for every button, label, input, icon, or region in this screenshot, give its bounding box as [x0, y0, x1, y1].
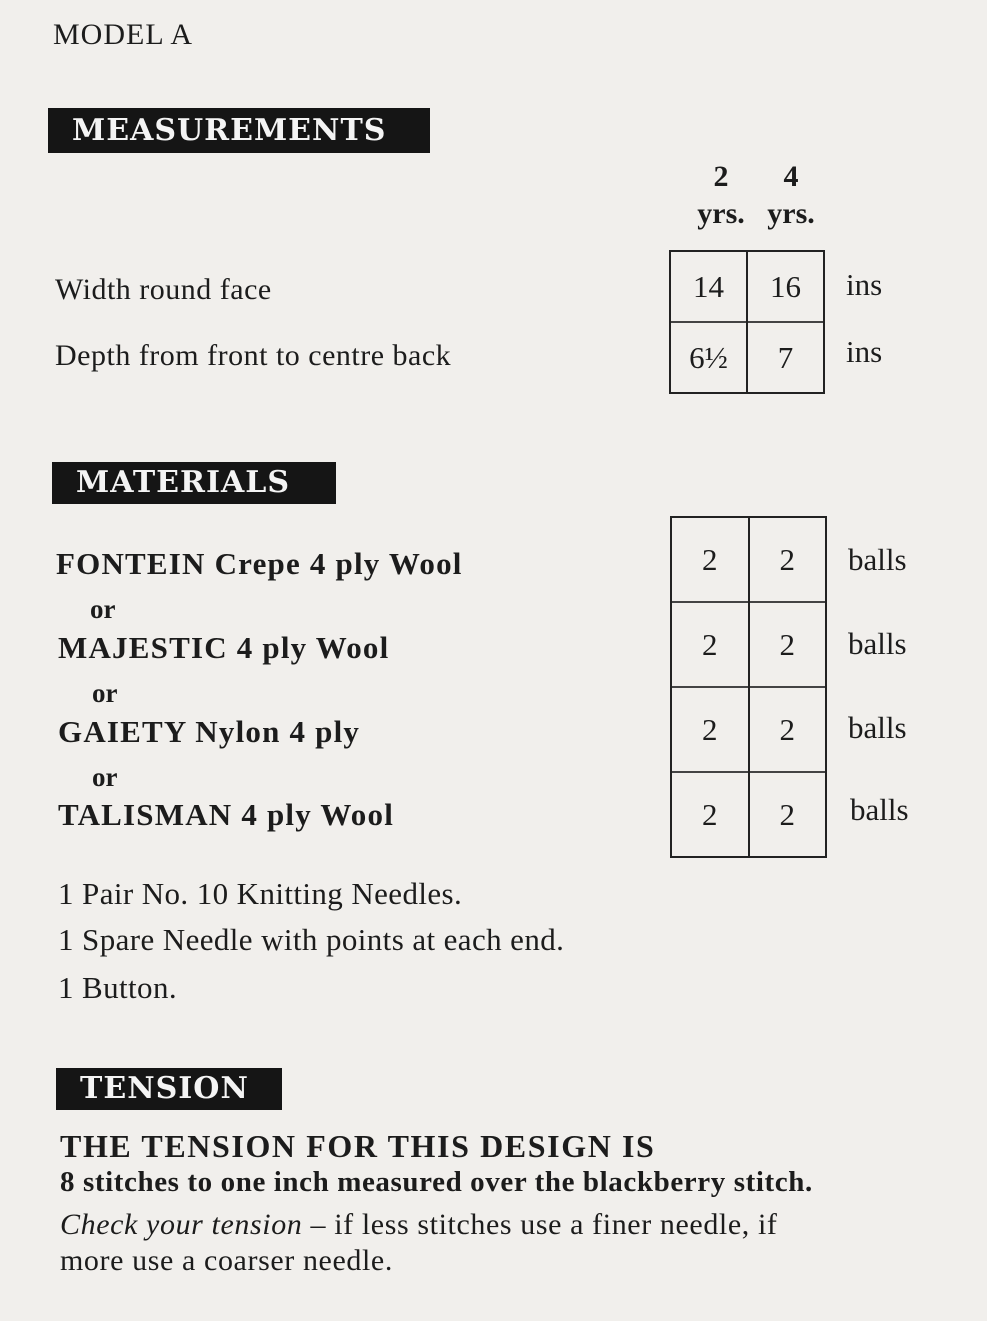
button-item: 1 Button. [58, 970, 178, 1005]
tension-check-line [60, 1208, 778, 1242]
tension-line-1: THE TENSION FOR THIS DESIGN IS [60, 1128, 656, 1164]
depth-unit: ins [846, 334, 883, 369]
majestic-size-2: 2 [671, 602, 749, 687]
tension-check-line-2: more use a coarser needle. [60, 1244, 393, 1277]
size-4-unit: yrs. [767, 197, 815, 230]
size-4-number: 4 [783, 160, 799, 193]
width-size-4: 16 [747, 251, 824, 322]
or-text: or [92, 762, 118, 792]
or-text: or [92, 678, 118, 708]
depth-label: Depth from front to centre back [55, 339, 452, 372]
table-row [671, 772, 826, 857]
fontein-unit: balls [848, 542, 907, 577]
materials-heading: MATERIALS [52, 462, 336, 504]
width-round-face-label: Width round face [55, 273, 272, 306]
yarn-talisman: TALISMAN 4 ply Wool [58, 797, 395, 832]
materials-table [670, 516, 827, 858]
fontein-size-4: 2 [749, 517, 827, 602]
gaiety-size-4: 2 [749, 687, 827, 772]
gaiety-size-2: 2 [671, 687, 749, 772]
size-2-number: 2 [713, 160, 729, 193]
tension-heading: TENSION [56, 1068, 282, 1110]
check-tension-italic: Check your tension [60, 1208, 303, 1241]
majestic-size-4: 2 [749, 602, 827, 687]
page-title: MODEL A [53, 18, 194, 51]
measurements-table [669, 250, 825, 394]
table-row [671, 687, 826, 772]
yarn-fontein: FONTEIN Crepe 4 ply Wool [56, 546, 463, 581]
depth-size-4: 7 [747, 322, 824, 393]
gaiety-unit: balls [848, 710, 907, 745]
width-size-2: 14 [670, 251, 747, 322]
fontein-size-2: 2 [671, 517, 749, 602]
majestic-unit: balls [848, 626, 907, 661]
talisman-size-4: 2 [749, 772, 827, 857]
tension-line-2: 8 stitches to one inch measured over the blackberry stitch. [60, 1166, 813, 1198]
dash: – [310, 1208, 327, 1241]
spare-needle-item: 1 Spare Needle with points at each end. [58, 922, 565, 957]
check-rest-1: if less stitches use a finer needle, if [334, 1208, 778, 1241]
table-row [671, 602, 826, 687]
talisman-size-2: 2 [671, 772, 749, 857]
yarn-majestic: MAJESTIC 4 ply Wool [58, 630, 390, 665]
depth-size-2: 6½ [670, 322, 747, 393]
measurements-heading: MEASUREMENTS [48, 108, 430, 153]
size-2-unit: yrs. [697, 197, 745, 230]
needles-item: 1 Pair No. 10 Knitting Needles. [58, 876, 463, 911]
table-row [671, 517, 826, 602]
yarn-gaiety: GAIETY Nylon 4 ply [58, 714, 361, 749]
table-row [670, 322, 824, 393]
width-unit: ins [846, 267, 883, 302]
table-row [670, 251, 824, 322]
or-text: or [90, 594, 116, 624]
talisman-unit: balls [850, 792, 909, 827]
